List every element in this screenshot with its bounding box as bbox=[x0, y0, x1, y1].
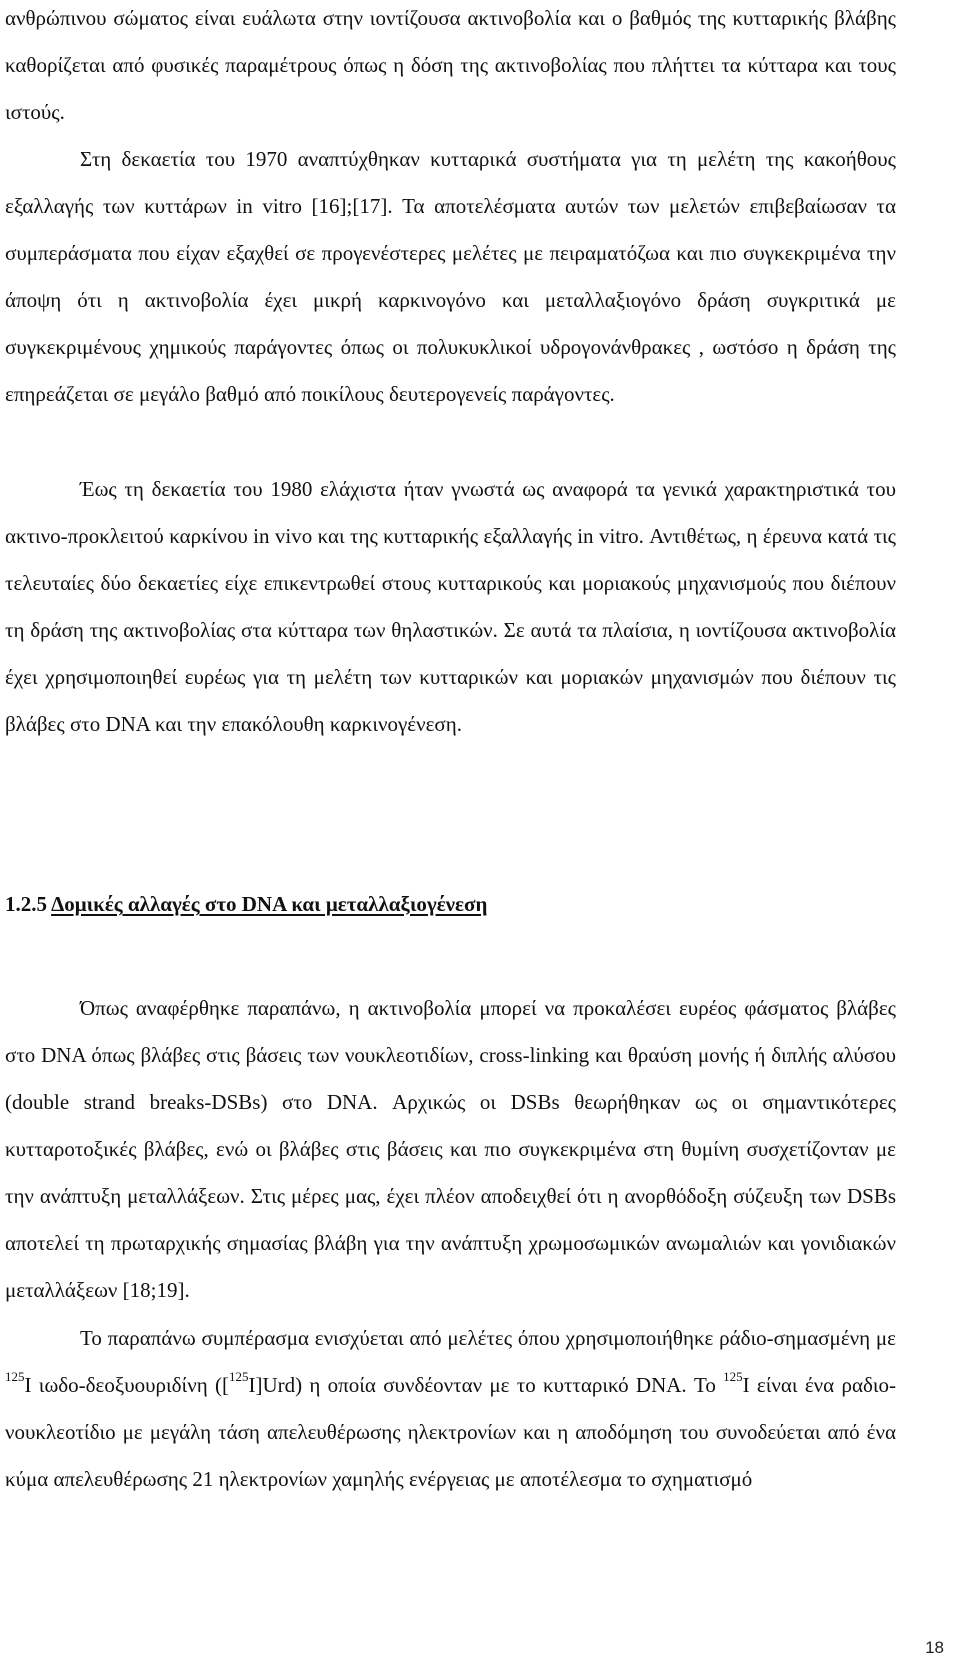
section-title: Δομικές αλλαγές στο DNA και μεταλλαξιογένεση bbox=[51, 892, 488, 916]
paragraph-iodine-study bbox=[5, 1315, 896, 1503]
page-number: 18 bbox=[925, 1638, 944, 1657]
iodine-text-part-2: I ιωδο-δεοξυουριδίνη ([ bbox=[24, 1373, 229, 1397]
iodine-text-part-3: I]Urd) η οποία συνδέονταν με το κυτταρικό DNA. Το bbox=[248, 1373, 724, 1397]
isotope-superscript-1: 125 bbox=[5, 1369, 25, 1384]
isotope-superscript-2: 125 bbox=[228, 1369, 249, 1384]
isotope-superscript-3: 125 bbox=[723, 1369, 743, 1384]
iodine-text-part-1: Το παραπάνω συμπέρασμα ενισχύεται από μελέτες όπου χρησιμοποιήθηκε ράδιο-σημασμένη με bbox=[80, 1326, 896, 1350]
section-heading bbox=[5, 892, 487, 917]
paragraph-dna-damage: Όπως αναφέρθηκε παραπάνω, η ακτινοβολία μπορεί να προκαλέσει ευρέος φάσματος βλάβες στο DNA όπως βλάβες στις βάσεις των νουκλεοτιδίων, cross-linking και θραύση μονής ή διπλής αλύσου (double strand breaks-DSBs) στο DNA. Αρχικώς οι DSBs θεωρήθηκαν ως οι σημαντικότερες κυτταροτοξικές βλάβες, ενώ οι βλάβες στις βάσεις και πιο συγκεκριμένα στη θυμίνη συσχετίζονταν με την ανάπτυξη μεταλλάξεων. Στις μέρες μας, έχει πλέον αποδειχθεί ότι η ανορθόδοξη σύζευξη των DSBs αποτελεί τη πρωταρχικής σημασίας βλάβη για την ανάπτυξη χρωμοσωμικών ανωμαλιών και γονιδιακών μεταλλάξεων [18;19]. bbox=[5, 996, 896, 1302]
iodine-text-part-4: I είναι ένα ραδιο-νουκλεοτίδιο με μεγάλη τάση απελευθέρωσης ηλεκτρονίων και η αποδόμηση του συνοδεύεται από ένα κύμα απελευθέρωσης 21 ηλεκτρονίων χαμηλής ενέργειας με αποτέλεσμα το σχηματισμό bbox=[5, 1373, 896, 1491]
paragraph-research-history: Έως τη δεκαετία του 1980 ελάχιστα ήταν γνωστά ως αναφορά τα γενικά χαρακτηριστικά του ακτινο-προκλειτού καρκίνου in vivo και της κυτταρικής εξαλλαγής in vitro. Αντιθέτως, η έρευνα κατά τις τελευταίες δύο δεκαετίες είχε επικεντρωθεί στους κυτταρικούς και μοριακούς μηχανισμούς που διέπουν τη δράση της ακτινοβολίας στα κύτταρα των θηλαστικών. Σε αυτά τα πλαίσια, η ιοντίζουσα ακτινοβολία έχει χρησιμοποιηθεί ευρέως για τη μελέτη των κυτταρικών και μοριακών μηχανισμών που διέπουν τις βλάβες στο DNA και την επακόλουθη καρκινογένεση. bbox=[5, 477, 896, 736]
paragraph-continuation-opening: ανθρώπινου σώματος είναι ευάλωτα στην ιοντίζουσα ακτινοβολία και ο βαθμός της κυτταρικής βλάβης καθορίζεται από φυσικές παραμέτρους όπως η δόση της ακτινοβολίας που πλήττει τα κύτταρα και τους ιστούς. bbox=[5, 6, 896, 124]
paragraph-continuation bbox=[5, 0, 896, 418]
paragraph-continuation-body: Στη δεκαετία του 1970 αναπτύχθηκαν κυτταρικά συστήματα για τη μελέτη της κακοήθους εξαλλαγής των κυττάρων in vitro [16];[17]. Τα αποτελέσματα αυτών των μελετών επιβεβαίωσαν τα συμπεράσματα που είχαν εξαχθεί σε προγενέστερες μελέτες με πειραματόζωα και πιο συγκεκριμένα την άποψη ότι η ακτινοβολία έχει μικρή καρκινογόνο και μεταλλαξιογόνο δράση συγκριτικά με συγκεκριμένους χημικούς παράγοντες όπως οι πολυκυκλικοί υδρογονάνθρακες , ωστόσο η δράση της επηρεάζεται σε μεγάλο βαθμό από ποικίλους δευτερογενείς παράγοντες. bbox=[5, 147, 896, 406]
section-number: 1.2.5 bbox=[5, 892, 47, 916]
